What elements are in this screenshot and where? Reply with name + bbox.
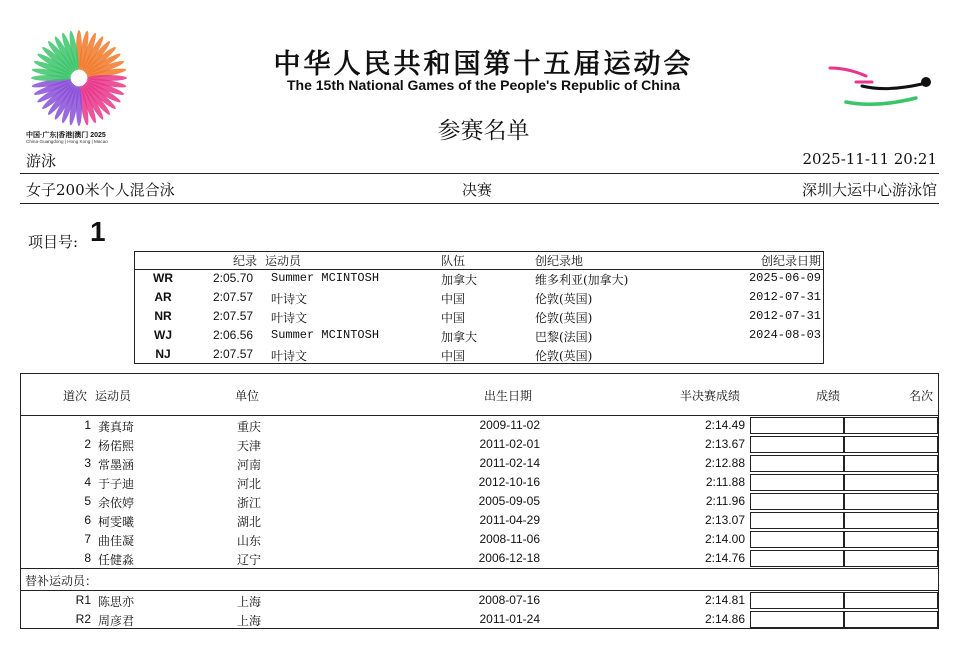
sport-name: 游泳	[26, 152, 57, 170]
lane-number: 8	[84, 551, 91, 565]
athlete-name: 周彦君	[98, 614, 135, 628]
athlete-name: 杨偌熙	[98, 439, 135, 453]
lane-number: R2	[75, 612, 91, 626]
records-header-date: 创纪录日期	[760, 254, 821, 268]
record-date: 2012-07-31	[748, 309, 821, 323]
rank-entry-box	[844, 531, 938, 548]
semifinal-time: 2:14.00	[704, 532, 745, 546]
lane-number: 7	[84, 532, 91, 546]
header-divider-top	[20, 173, 939, 174]
result-entry-box	[750, 550, 844, 567]
results-table	[20, 373, 939, 629]
rank-entry-box	[844, 550, 938, 567]
results-header-lane: 道次	[63, 389, 88, 403]
athlete-unit: 上海	[237, 595, 262, 609]
rank-entry-box	[844, 512, 938, 529]
birth-date: 2011-02-01	[479, 437, 540, 451]
athlete-name: 陈思亦	[98, 595, 135, 609]
semifinal-time: 2:13.67	[704, 437, 745, 451]
records-header-divider	[135, 269, 823, 270]
event-number-label: 项目号:	[28, 233, 79, 251]
lane-number: 5	[84, 494, 91, 508]
rank-entry-box	[844, 592, 938, 609]
record-time: 2:07.57	[213, 309, 254, 323]
lane-number: R1	[75, 593, 91, 607]
rank-entry-box	[844, 455, 938, 472]
semifinal-time: 2:11.96	[705, 494, 745, 508]
birth-date: 2012-10-16	[478, 475, 540, 489]
reserves-label: 替补运动员：	[25, 574, 98, 588]
record-place: 维多利亚(加拿大)	[535, 273, 629, 287]
semifinal-time: 2:14.49	[704, 418, 745, 432]
semifinal-time: 2:11.88	[705, 475, 745, 489]
games-title-zh: 中华人民共和国第十五届运动会	[273, 49, 694, 79]
birth-date: 2011-01-24	[479, 612, 540, 626]
athlete-unit: 辽宁	[237, 553, 262, 567]
record-athlete: 叶诗文	[271, 350, 308, 364]
birth-date: 2005-09-05	[478, 494, 540, 508]
birth-date: 2008-11-06	[479, 532, 540, 546]
result-entry-box	[750, 512, 844, 529]
records-header-athlete: 运动员	[265, 254, 302, 268]
record-code: AR	[154, 290, 172, 304]
birth-date: 2011-04-29	[479, 513, 540, 527]
record-date: 2012-07-31	[748, 290, 821, 304]
lane-number: 3	[84, 456, 91, 470]
athlete-unit: 浙江	[237, 496, 262, 510]
record-time: 2:07.57	[213, 290, 254, 304]
header-divider-bottom	[20, 203, 939, 204]
athlete-name: 龚真琦	[98, 420, 135, 434]
birth-date: 2008-07-16	[478, 593, 540, 607]
event-phase: 决赛	[462, 181, 493, 199]
results-header-result: 成绩	[816, 389, 841, 403]
games-title-en: The 15th National Games of the People's Republic of China	[286, 77, 681, 93]
result-entry-box	[750, 611, 844, 628]
record-code: WR	[153, 271, 173, 285]
record-time: 2:07.57	[213, 347, 254, 361]
record-team: 加拿大	[441, 330, 478, 344]
record-athlete: Summer MCINTOSH	[271, 328, 380, 342]
results-header-semi: 半决赛成绩	[680, 389, 741, 403]
birth-date: 2009-11-02	[479, 418, 540, 432]
athlete-unit: 山东	[237, 534, 262, 548]
swimming-pictogram-icon	[826, 62, 934, 114]
record-code: WJ	[154, 328, 172, 342]
record-code: NR	[154, 309, 172, 323]
athlete-name: 余依婷	[98, 496, 135, 510]
results-header-athlete: 运动员	[95, 389, 132, 403]
athlete-unit: 上海	[237, 614, 262, 628]
rank-entry-box	[844, 474, 938, 491]
record-athlete: Summer MCINTOSH	[271, 271, 380, 285]
birth-date: 2006-12-18	[478, 551, 540, 565]
logo-caption-en: China·Guangdong | Hong Kong | Macao	[26, 139, 108, 144]
lane-number: 6	[84, 513, 91, 527]
rank-entry-box	[844, 493, 938, 510]
result-entry-box	[750, 455, 844, 472]
result-entry-box	[750, 592, 844, 609]
event-name: 女子200米个人混合泳	[26, 181, 175, 199]
record-team: 加拿大	[441, 273, 478, 287]
results-header-divider	[21, 415, 938, 416]
result-entry-box	[750, 531, 844, 548]
record-athlete: 叶诗文	[271, 293, 308, 307]
semifinal-time: 2:12.88	[704, 456, 745, 470]
athlete-name: 柯雯曦	[98, 515, 135, 529]
record-team: 中国	[441, 292, 466, 306]
rank-entry-box	[844, 611, 938, 628]
semifinal-time: 2:13.07	[704, 513, 745, 527]
document-title: 参赛名单	[437, 118, 530, 144]
athlete-name: 曲佳凝	[98, 534, 135, 548]
rank-entry-box	[844, 417, 938, 434]
result-entry-box	[750, 417, 844, 434]
record-place: 伦敦(英国)	[535, 349, 593, 363]
record-athlete: 叶诗文	[271, 312, 308, 326]
athlete-name: 于子迪	[98, 477, 135, 491]
logo-caption-zh: 中国·广东|香港|澳门 2025	[26, 132, 106, 139]
results-header-unit: 单位	[235, 389, 260, 403]
record-place: 巴黎(法国)	[535, 330, 593, 344]
record-place: 伦敦(英国)	[535, 311, 593, 325]
athlete-unit: 重庆	[237, 420, 262, 434]
record-team: 中国	[441, 311, 466, 325]
athlete-unit: 河南	[237, 458, 262, 472]
records-header-team: 队伍	[441, 254, 466, 268]
athlete-unit: 河北	[237, 477, 262, 491]
record-team: 中国	[441, 349, 466, 363]
semifinal-time: 2:14.86	[704, 612, 745, 626]
lane-number: 1	[84, 418, 91, 432]
report-datetime: 2025-11-11 20:21	[802, 150, 937, 168]
records-table	[134, 251, 824, 364]
athlete-name: 任健淼	[98, 553, 135, 567]
athlete-unit: 湖北	[237, 515, 262, 529]
venue-name: 深圳大运中心游泳馆	[801, 181, 937, 199]
results-header-birth: 出生日期	[484, 389, 533, 403]
result-entry-box	[750, 474, 844, 491]
record-code: NJ	[155, 347, 171, 361]
lane-number: 2	[84, 437, 91, 451]
rank-entry-box	[844, 436, 938, 453]
semifinal-time: 2:14.76	[704, 551, 745, 565]
results-header-rank: 名次	[909, 389, 934, 403]
record-date: 2024-08-03	[748, 328, 821, 342]
record-place: 伦敦(英国)	[535, 292, 593, 306]
result-entry-box	[750, 436, 844, 453]
semifinal-time: 2:14.81	[704, 593, 745, 607]
athlete-unit: 天津	[237, 439, 262, 453]
birth-date: 2011-02-14	[479, 456, 540, 470]
records-header-place: 创纪录地	[535, 254, 584, 268]
event-number: 1	[90, 216, 106, 247]
reserves-divider-bottom	[21, 590, 938, 591]
lane-number: 4	[84, 475, 91, 489]
records-header-record: 纪录	[233, 254, 258, 268]
result-entry-box	[750, 493, 844, 510]
record-time: 2:06.56	[213, 328, 254, 342]
reserves-divider-top	[21, 568, 938, 569]
record-date: 2025-06-09	[748, 271, 821, 285]
athlete-name: 常墨涵	[98, 458, 135, 472]
record-time: 2:05.70	[213, 271, 254, 285]
